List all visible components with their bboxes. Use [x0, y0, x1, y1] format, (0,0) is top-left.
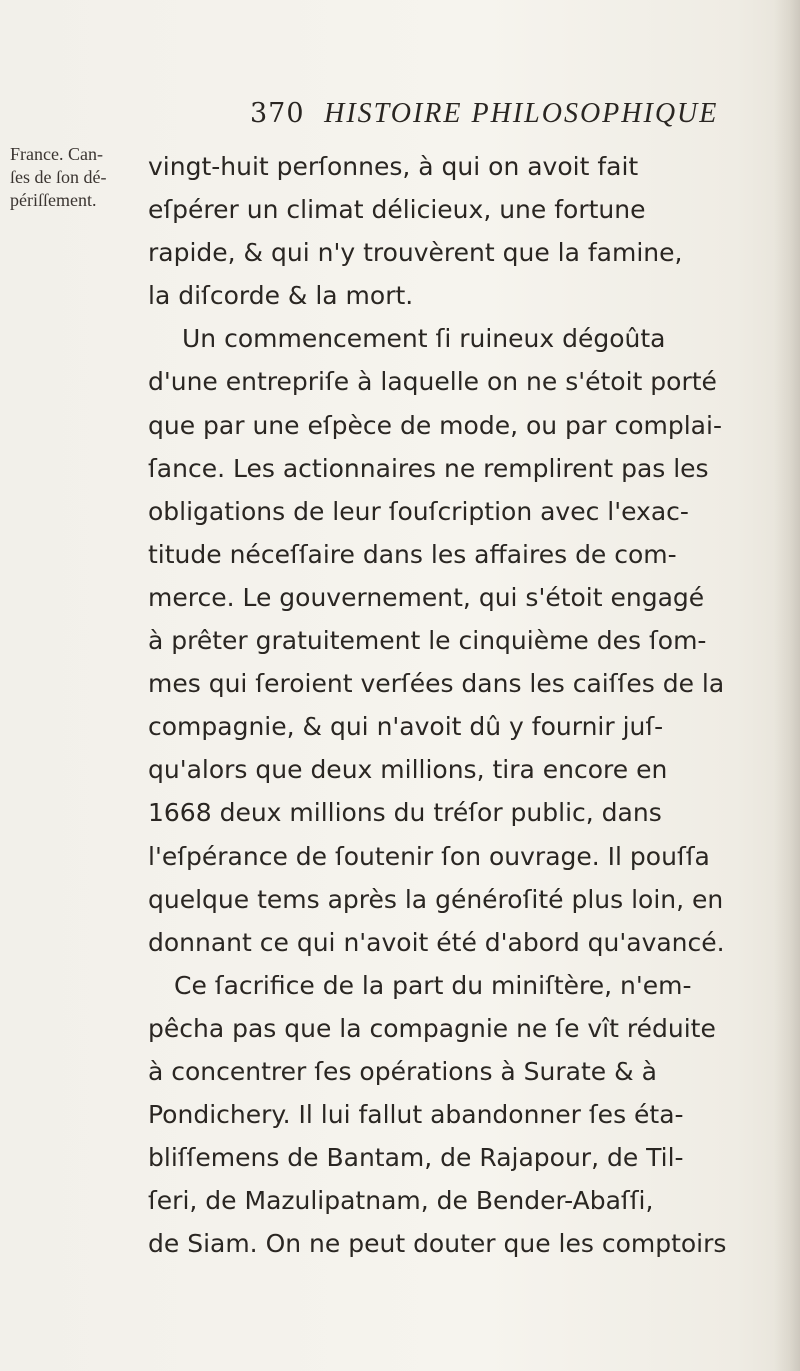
text-line: pêcha pas que la compagnie ne ſe vît réduite: [148, 1013, 716, 1043]
text-line: Ce ſacrifice de la part du miniſtère, n'em-: [174, 970, 692, 1000]
running-header: [250, 98, 718, 130]
text-line: quelque tems après la généroſité plus loin, en: [148, 884, 724, 914]
paragraph-start-line: Un commencement ſi ruineux dégoûta: [182, 324, 666, 354]
margin-note: [10, 143, 140, 212]
text-line: titude néceſſaire dans les affaires de com-: [148, 539, 677, 569]
text-line: obligations de leur ſouſcription avec l'exac-: [148, 496, 689, 526]
text-line: donnant ce qui n'avoit été d'abord qu'avancé.: [148, 927, 725, 957]
body-text: [148, 145, 788, 1265]
text-line: que par une eſpèce de mode, ou par complai-: [148, 410, 722, 440]
running-title: HISTOIRE PHILOSOPHIQUE: [324, 98, 719, 129]
text-line: bliſſemens de Bantam, de Rajapour, de Til-: [148, 1143, 684, 1173]
text-line: à concentrer ſes opérations à Surate & à: [148, 1056, 657, 1086]
text-line: ſance. Les actionnaires ne remplirent pas les: [148, 453, 709, 483]
page-number: 370: [250, 98, 305, 129]
text-line: rapide, & qui n'y trouvèrent que la famine,: [148, 238, 683, 268]
text-line: 1668 deux millions du tréſor public, dans: [148, 798, 662, 828]
margin-note-line: ſes de ſon dé-: [10, 167, 107, 187]
text-line: de Siam. On ne peut douter que les comptoirs: [148, 1229, 727, 1259]
text-line: compagnie, & qui n'avoit dû y fournir juſ-: [148, 712, 664, 742]
text-line: merce. Le gouvernement, qui s'étoit engagé: [148, 582, 705, 612]
text-line: mes qui ſeroient verſées dans les caiſſes de la: [148, 669, 725, 699]
text-line: ſeri, de Mazulipatnam, de Bender-Abaſſi,: [148, 1186, 654, 1216]
text-line: qu'alors que deux millions, tira encore en: [148, 755, 668, 785]
text-line: la diſcorde & la mort.: [148, 281, 414, 311]
text-line: à prêter gratuitement le cinquième des ſom-: [148, 626, 707, 656]
text-line: d'une entrepriſe à laquelle on ne s'étoit porté: [148, 367, 717, 397]
margin-note-line: France. Can-: [10, 144, 103, 164]
text-line: eſpérer un climat délicieux, une fortune: [148, 195, 646, 225]
text-line: l'eſpérance de ſoutenir ſon ouvrage. Il pouſſa: [148, 841, 710, 871]
margin-note-line: périſſement.: [10, 190, 97, 210]
text-line: vingt-huit perſonnes, à qui on avoit fait: [148, 152, 639, 181]
text-line: Pondichery. Il lui fallut abandonner ſes éta-: [148, 1100, 684, 1130]
